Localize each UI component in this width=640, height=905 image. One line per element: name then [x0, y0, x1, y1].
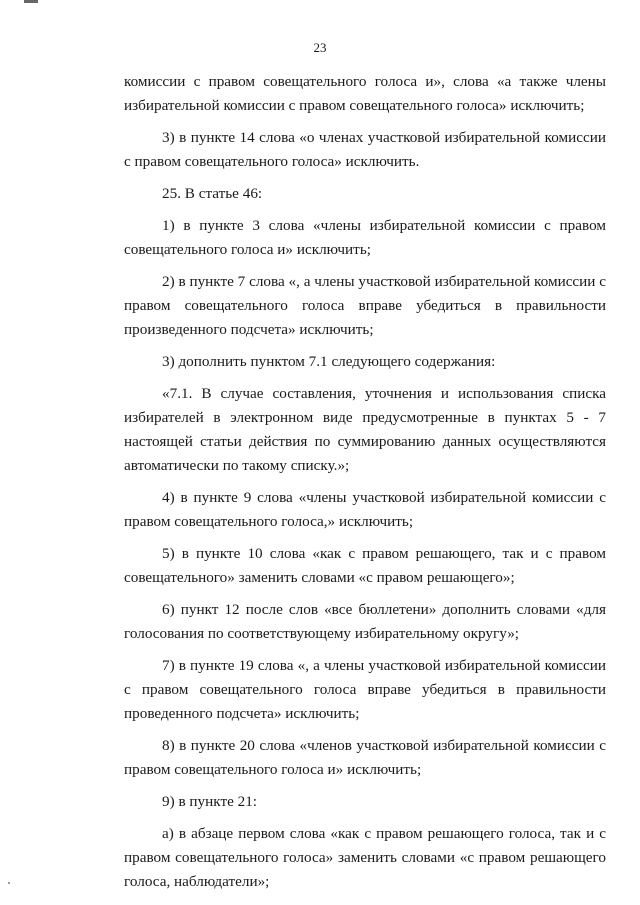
- paragraph: 7) в пункте 19 слова «, а члены участковой избирательной комиссии с правом совещательного голоса вправе убедиться в правильности проведенного подсчета» исключить;: [124, 657, 606, 722]
- scan-speck: [8, 882, 10, 884]
- paragraph: 4) в пункте 9 слова «члены участковой избирательной комиссии с правом совещательного голоса,» исключить;: [124, 489, 606, 530]
- paragraph: 3) в пункте 14 слова «о членах участковой избирательной комиссии с правом совещательного голоса» исключить.: [124, 129, 606, 170]
- page-number: 23: [313, 40, 327, 55]
- paragraph: 6) пункт 12 после слов «все бюллетени» дополнить словами «для голосования по соответствующему избирательному округу»;: [124, 601, 606, 642]
- paragraph: 3) дополнить пунктом 7.1 следующего содержания:: [162, 353, 496, 370]
- paragraph: 1) в пункте 3 слова «члены избирательной комиссии с правом совещательного голоса и» исключить;: [124, 217, 606, 258]
- paragraph: «7.1. В случае составления, уточнения и использования списка избирателей в электронном виде предусмотренные в пунктах 5 - 7 настоящей статьи действия по суммированию данных осуществляются автоматически по такому списку.»;: [124, 385, 606, 474]
- paragraph: 25. В статье 46:: [162, 185, 263, 202]
- paragraph: 2) в пункте 7 слова «, а члены участковой избирательной комиссии с правом совещательного голоса вправе убедиться в правильности произведенного подсчета» исключить;: [124, 273, 606, 338]
- paragraph: 8) в пункте 20 слова «членов участковой избирательной комиссии с правом совещательного голоса и» исключить;: [124, 737, 606, 778]
- paragraph: а) в абзаце первом слова «как с правом решающего голоса, так и с правом совещательного голоса» заменить словами «с правом решающего голоса, наблюдатели»;: [124, 825, 606, 890]
- scan-mark: [24, 0, 38, 3]
- paragraph: 9) в пункте 21:: [162, 793, 258, 810]
- paragraph: комиссии с правом совещательного голоса и», слова «а также члены избирательной комиссии с правом совещательного голоса» исключить;: [124, 73, 606, 114]
- document-body: [124, 70, 606, 902]
- paragraph: 5) в пункте 10 слова «как с правом решающего, так и с правом совещательного» заменить словами «с правом решающего»;: [124, 545, 606, 586]
